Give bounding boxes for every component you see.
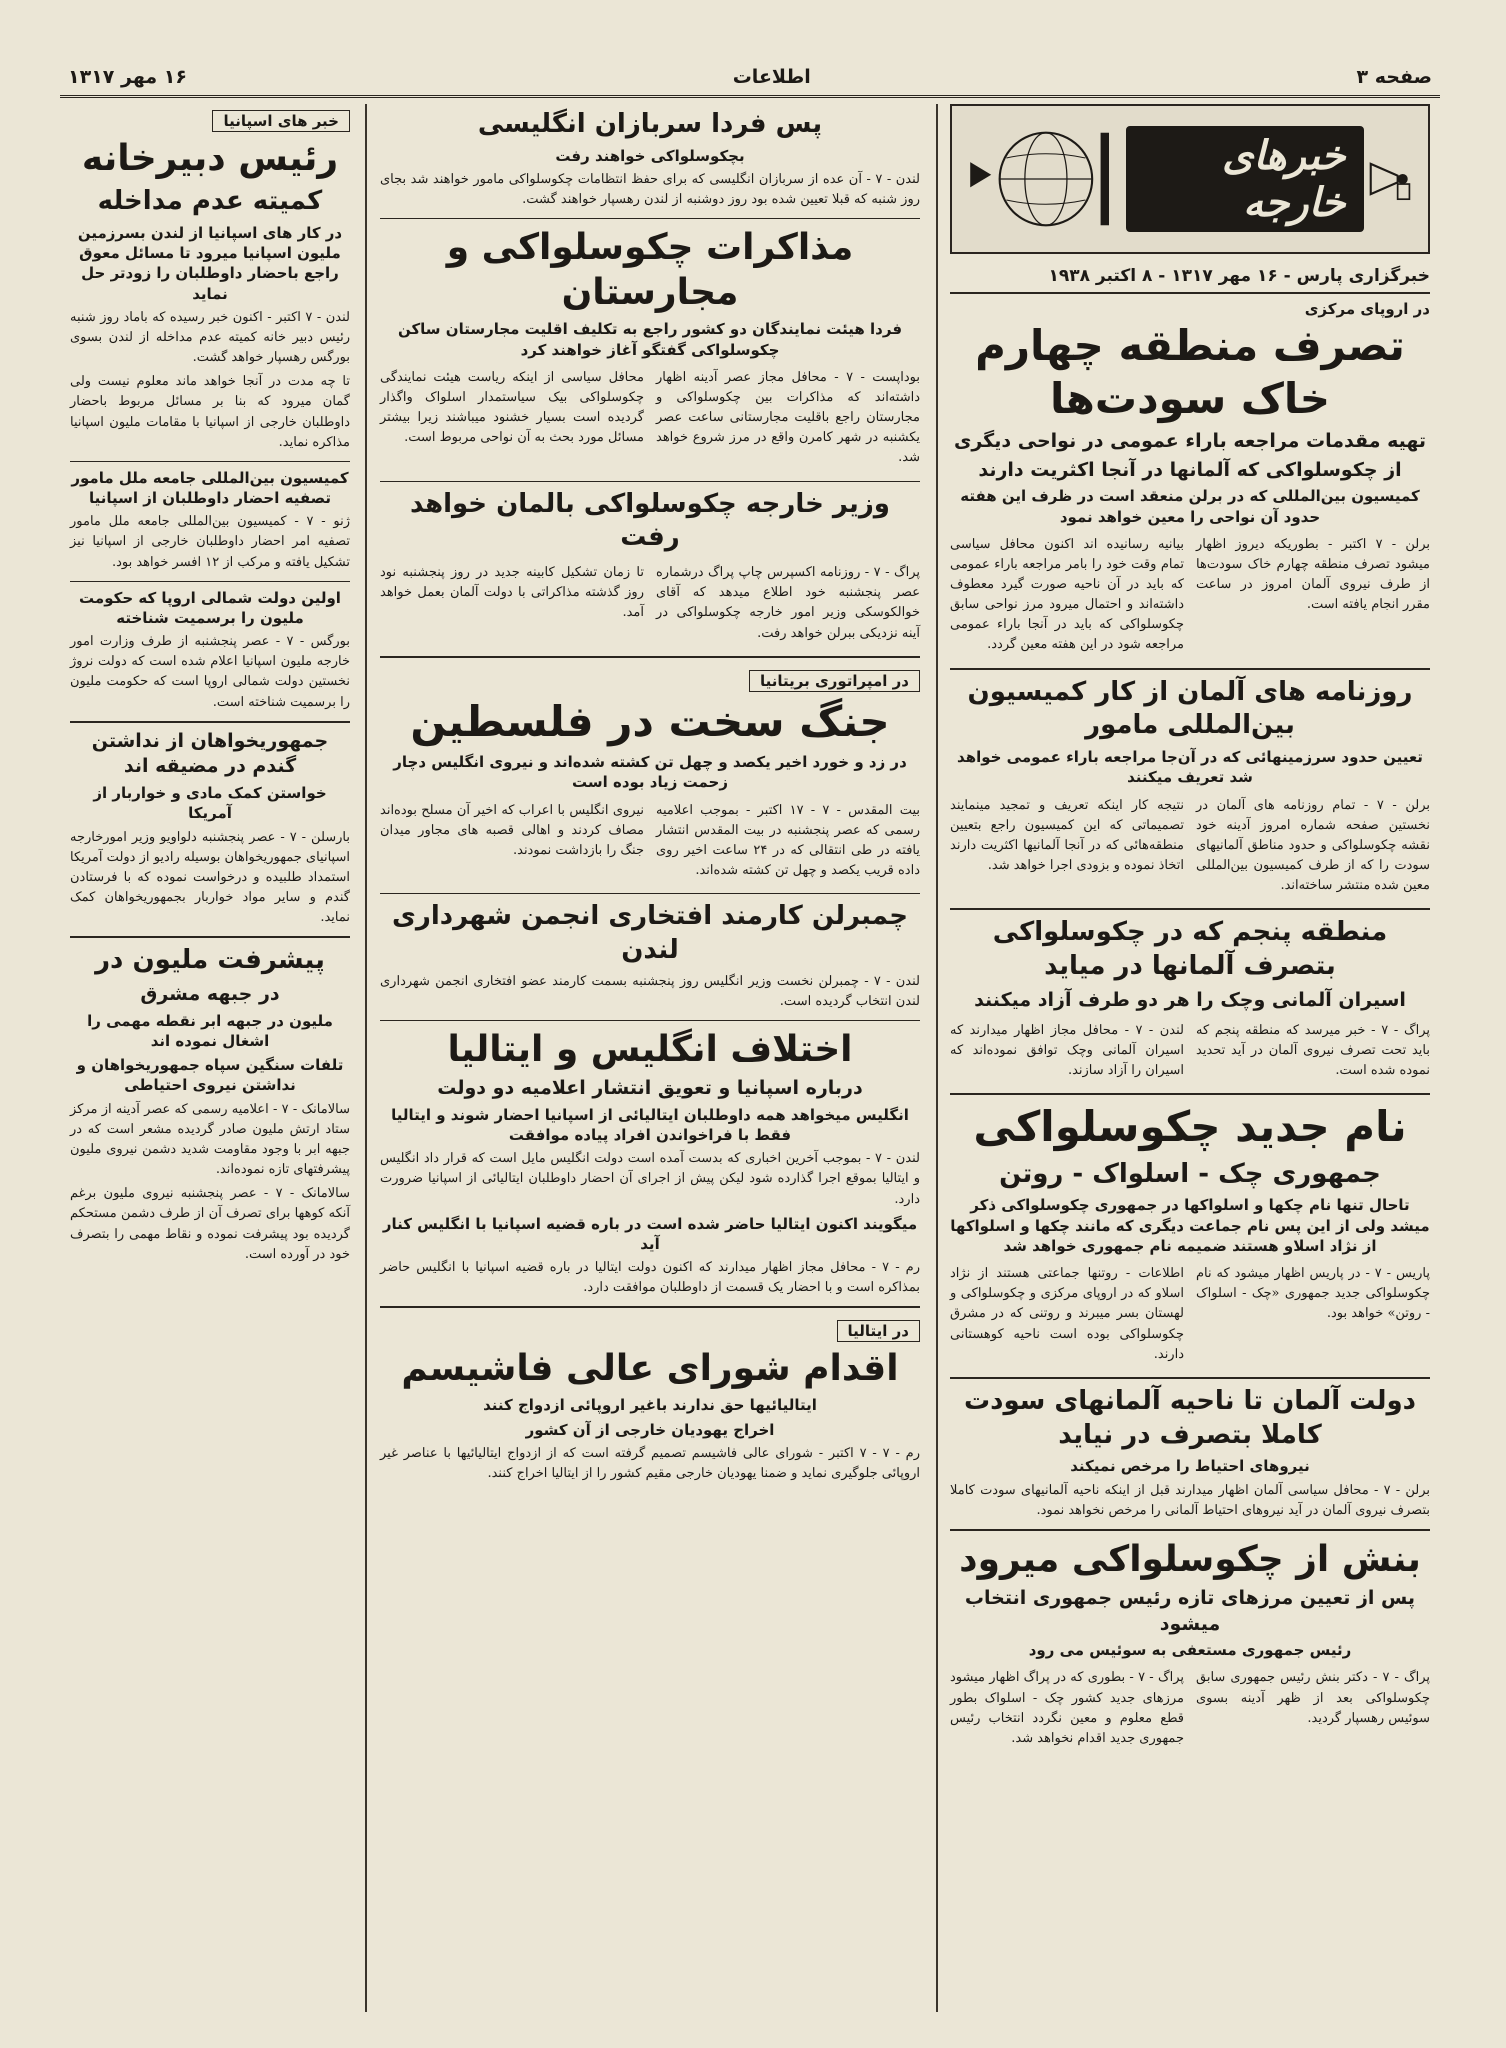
headline-britain-italy: اختلاف انگلیس و ایتالیا bbox=[447, 1029, 853, 1071]
deck: فردا هیئت نمایندگان دو کشور راجع به تکلیف اقلیت مجارستان ساکن چکوسلواکی گفتگو آغاز خواهند کرد bbox=[397, 320, 903, 359]
article-body: پراگ - ۷ - بطوری که در پراگ اظهار میشود مرزهای جدید کشور چک - اسلواک بطور قطع معلوم و معین نگردد انتخاب رئیس جمهوری جدید اقدام نخواهد شد. bbox=[950, 1670, 1184, 1746]
article-body: بوداپست - ۷ - محافل مجاز عصر آدینه اظهار داشته‌اند که مذاکرات بین چکوسلواکی و مجارستان راجع باقلیت مجارستانی ساعت عصر یکشنبه در شهر کامرن واقع در مرز شروع خواهد شد. bbox=[656, 369, 920, 466]
subhead: در جبهه مشرق bbox=[140, 983, 280, 1006]
column-right bbox=[940, 104, 1440, 2012]
headline-chamberlain: چمبرلن کارمند افتخاری انجمن شهرداری لندن bbox=[392, 901, 908, 966]
banner-title: خبرهای خارجه bbox=[1126, 126, 1364, 232]
article-body: پراگ - ۷ - خبر میرسد که منطقه پنجم که باید تحت تصرف نیروی آلمان در آید تحدید نموده شده است. bbox=[1196, 1022, 1430, 1078]
globe-icon bbox=[966, 114, 1126, 244]
column-left bbox=[60, 104, 360, 2012]
headline-foreign-minister: وزیر خارجه چکوسلواکی بالمان خواهد رفت bbox=[410, 488, 890, 553]
deck: بچکوسلواکی خواهند رفت bbox=[555, 146, 745, 165]
article-body: برلن - ۷ اکتبر - بطوریکه دیروز اظهار میشود تصرف منطقه چهارم خاک سودت‌ها از طرف نیروی آلمان امروز در ساعت مقرر انجام یافته است. bbox=[1196, 536, 1430, 613]
subhead: میگویند اکنون ایتالیا حاضر شده است در باره قضیه اسپانیا با انگلیس کنار آید bbox=[382, 1214, 918, 1253]
section-kicker: در امپراتوری بریتانیا bbox=[749, 670, 920, 692]
headline-republicans-wheat: جمهوریخواهان از نداشتن گندم در مضیقه اند bbox=[91, 729, 329, 778]
article-body: لندن - ۷ - بموجب آخرین اخباری که بدست آمده است دولت انگلیس مایل است که قرار داد انگلیس و ایتالیا بموقع اجرا گذارده شود لیکن پیش از اجرای آن احضار داوطلبان ایتالیائی از اسپانیا ضرورت دارد. bbox=[380, 1151, 920, 1207]
headline-german-press: روزنامه های آلمان از کار کمیسیون بین‌المللی مامور bbox=[967, 676, 1413, 741]
article-body: لندن - ۷ - چمبرلن نخست وزیر انگلیس روز پنجشنبه بسمت کارمند عضو افتخاری انجمن شهرداری لندن انتخاب گردیده است. bbox=[380, 973, 920, 1009]
headline-norway-recognition: اولین دولت شمالی اروپا که حکومت ملیون را برسمیت شناخته bbox=[79, 588, 341, 627]
article-body: بارسلن - ۷ - عصر پنجشنبه دلواویو وزیر امورخارجه اسپانیای جمهوریخواهان بوسیله رادیو از دولت آمریکا استمداد طلبیده و درخواست نموده که با فرستادن گندم و سایر مواد خواربار بجمهوریخواهان کمک نماید. bbox=[70, 829, 351, 926]
article-body: لندن - ۷ - آن عده از سربازان انگلیسی که برای حفظ انتظامات چکوسلواکی مامور خواهند شد بجای روز شنبه که قبلا تعیین شده بود روز دوشنبه از لندن رهسپار خواهند گشت. bbox=[380, 172, 920, 208]
article-body: تا زمان تشکیل کابینه جدید در روز پنجشنبه نود روز گذشته مذاکراتی با دولت آلمان بعمل خواهد آمد. bbox=[380, 565, 644, 621]
column-rule bbox=[365, 104, 367, 2012]
headline-fifth-zone: منطقه پنجم که در چکوسلواکی بتصرف آلمانها در میاید bbox=[992, 917, 1388, 982]
deck: در کار های اسپانیا از لندن بسرزمین ملیون اسپانیا میرود تا مسائل معوق راجع باحضار داوطلبان را زودتر حل نماید bbox=[77, 223, 343, 303]
deck: ملیون در جبهه ابر نقطه مهمی را اشغال نموده اند bbox=[87, 1011, 333, 1050]
column-middle bbox=[370, 104, 930, 2012]
article-body: نتیجه کار اینکه تعریف و تمجید مینمایند تصمیماتی که این کمیسیون راجع بتعیین منطقه‌هائی که در آنجا آلمانیها اکثریت دارند اتخاذ نموده و بزودی اجرا خواهد شد. bbox=[950, 797, 1184, 874]
page-number: صفحه ۳ bbox=[1356, 65, 1432, 88]
deck: در زد و خورد اخیر یکصد و چهل تن کشته شده‌اند و نیروی انگلیس دچار زحمت زیاد بوده است bbox=[393, 753, 907, 792]
newspaper-page bbox=[60, 58, 1440, 2018]
article-body: پراگ - ۷ - روزنامه اکسپرس چاپ پراگ درشماره عصر پنجشنبه خود اطلاع میدهد که آقای خوالکوسکی وزیر امور خارجه چکوسلواکی در آینه نزدیکی ببرلن خواهد رفت. bbox=[656, 565, 920, 641]
deck: درباره اسپانیا و تعویق انتشار اعلامیه دو دولت bbox=[437, 1077, 863, 1100]
article-body: برلن - ۷ - تمام روزنامه های آلمان در نخستین صفحه شماره امروز آدینه خود نقشه چکوسلواکی و حدود مناطق آلمانیهای سودت را که از طرف کمیسیون بین‌المللی معین شده منتشر ساخته‌اند. bbox=[1196, 797, 1430, 894]
column-rule bbox=[936, 104, 938, 2012]
article-body: برلن - ۷ - محافل سیاسی آلمان اظهار میدارند قبل از اینکه ناحیه آلمانیهای سودت کاملا بتصرف نیروی آلمان در آید نیروهای احتیاط آلمانی را مرخص نخواهد نمود. bbox=[950, 1482, 1430, 1518]
headline-palestine: جنگ سخت در فلسطین bbox=[410, 696, 890, 746]
issue-date: ۱۶ مهر ۱۳۱۷ bbox=[68, 65, 187, 88]
article-body: لندن - ۷ - محافل مجاز اظهار میدارند که اسیران آلمانی وچک توافق نموده‌اند که اسیران را آزاد سازند. bbox=[950, 1022, 1185, 1078]
deck: خواستن کمک مادی و خواربار از آمریکا bbox=[93, 784, 327, 823]
deck: تلفات سنگین سپاه جمهوریخواهان و نداشتن نیروی احتیاطی bbox=[76, 1056, 344, 1095]
deck: نیروهای احتیاط را مرخص نمیکند bbox=[1070, 1457, 1310, 1476]
article-body: رم - ۷ - محافل مجاز اظهار میدارند که اکنون دولت ایتالیا در باره قضیه اسپانیا با انگلیس حاضر بمذاکره است و با احضار یک قسمت از داوطلبان موافقت دارد. bbox=[380, 1260, 921, 1296]
deck: پس از تعیین مرزهای تازه رئیس جمهوری انتخاب میشود bbox=[964, 1586, 1416, 1635]
article-body: سالامانک - ۷ - عصر پنجشنبه نیروی ملیون برغم آنکه کوهها برای تصرف آن از طرف دشمن مستحکم گردیده بود پیشرفت نموده و نقاط مهمی را بتصرف خود در آورده است. bbox=[70, 1186, 350, 1262]
headline-czech-hungary-talks: مذاکرات چکوسلواکی و مجارستان bbox=[446, 227, 854, 314]
masthead bbox=[60, 58, 1440, 98]
foreign-news-banner bbox=[950, 104, 1430, 254]
article-body: ژنو - ۷ - کمیسیون بین‌المللی جامعه ملل مامور تصفیه امر احضار داوطلبان خارجی از اسپانیا نیز تشکیل یافته و مرکب از ۱۲ افسر خواهد بود. bbox=[70, 514, 350, 570]
headline-british-soldiers: پس فردا سربازان انگلیسی bbox=[477, 109, 823, 139]
section-kicker: خبر های اسپانیا bbox=[212, 110, 350, 132]
subhead: کمیته عدم مداخله bbox=[97, 186, 323, 216]
deck: اخراج یهودیان خارجی از آن کشور bbox=[525, 1420, 775, 1439]
headline-new-name: نام جدید چکوسلواکی bbox=[973, 1102, 1407, 1152]
article-body: محافل سیاسی از اینکه ریاست هیئت نمایندگی چکوسلواکی بیک سیاستمدار اسلواک واگذار گردیده است بسیار خشنود میباشند زیرا بیشتر مسائل مورد بحث به آن نواحی مربوط است. bbox=[380, 369, 644, 446]
deck: اسیران آلمانی وچک را هر دو طرف آزاد میکنند bbox=[974, 989, 1406, 1012]
deck: تاحال تنها نام چکها و اسلواکها در جمهوری چکوسلواکی ذکر میشد ولی از این پس نام جماعت دیگری که مانند چکها و اسلواکها از نژاد اسلاو هستند ضمیمه نام جمهوری خواهد شد bbox=[950, 1196, 1430, 1255]
article-body: پاریس - ۷ - در پاریس اظهار میشود که نام چکوسلواکی جدید جمهوری «چک - اسلواک - روتن» خواهد بود. bbox=[1196, 1266, 1430, 1322]
headline-fascist-council: اقدام شورای عالی فاشیسم bbox=[401, 1348, 899, 1390]
section-kicker: در اروپای مرکزی bbox=[1304, 300, 1430, 318]
headline-sudeten-zone: تصرف منطقه چهارم خاک سودت‌ها bbox=[975, 321, 1405, 423]
deck: ایتالیائیها حق ندارند باغیر اروپائی ازدواج کنند bbox=[483, 1396, 817, 1415]
headline-league-commission: کمیسیون بین‌المللی جامعه ملل مامور تصفیه احضار داوطلبان از اسپانیا bbox=[71, 468, 349, 508]
agency-dateline: خبرگزاری پارس - ۱۶ مهر ۱۳۱۷ - ۸ اکتبر ۱۹۳۸ bbox=[950, 262, 1430, 294]
deck: انگلیس میخواهد همه داوطلبان ایتالیائی از اسپانیا احضار شوند و ایتالیا فقط با فراخواندن افراد پیاده موافقت bbox=[391, 1105, 909, 1145]
headline-nationalist-advance: پیشرفت ملیون در bbox=[95, 945, 325, 976]
deck: از چکوسلواکی که آلمانها در آنجا اکثریت دارند bbox=[978, 458, 1402, 481]
deck: جمهوری چک - اسلواک - روتن bbox=[999, 1158, 1381, 1189]
article-body: بورگس - ۷ - عصر پنجشنبه از طرف وزارت امور خارجه ملیون اسپانیا اعلام شده است که دولت نروژ نخستین دولت شمالی اروپا است که حکومت ملیون را برسمیت شناخته است. bbox=[70, 634, 350, 710]
headline-benes-leaves: بنش از چکوسلواکی میرود bbox=[959, 1538, 1421, 1580]
article-body: رم - ۷ - ۷ اکتبر - شورای عالی فاشیسم تصمیم گرفته است که از ازدواج ایتالیائیها با عناصر غیر اروپائی جلوگیری نماید و ضمنا یهودیان خارجی مقیم کشور را از ایتالیا اخراج کنند. bbox=[380, 1445, 921, 1482]
headline-secretariat-head: رئیس دبیرخانه bbox=[81, 138, 339, 179]
paper-name: اطلاعات bbox=[732, 65, 811, 88]
article-body: سالامانک - ۷ - اعلامیه رسمی که عصر آدینه از مرکز ستاد ارتش ملیون صادر گردیده مشعر است که در جبهه ابر با وجود مقاومت شدید دشمن نیروی ملیون پیشرفتهای تازه نموده‌اند. bbox=[70, 1101, 350, 1178]
article-body: اطلاعات - روتنها جماعتی هستند از نژاد اسلاو که در اروپای مرکزی و چکوسلواکی و لهستان بسر میبرند و روتنی که در مشرق چکوسلواکی بوده است ناحیه کوهستانی دارند. bbox=[950, 1266, 1184, 1362]
article-body: تا چه مدت در آنجا خواهد ماند معلوم نیست ولی گمان میرود که بنا بر مسائل مربوط باحضار داوطلبان خارجی از اسپانیا با مقامات ملیون اسپانیا مذاکره نماید. bbox=[70, 374, 350, 450]
article-body: بیانیه رسانیده اند اکنون محافل سیاسی تمام وقت خود را بامر مراجعه باراء عمومی که باید در آن ناحیه صورت گیرد معطوف داشته‌اند و احتمال میرود مرز نواحی سابق چکوسلواکی که باید در آنجا باراء عمومی مراجعه شود در این هفته معین گردد. bbox=[950, 536, 1184, 653]
gramophone-icon bbox=[1364, 149, 1414, 209]
article-body: پراگ - ۷ - دکتر بنش رئیس جمهوری سابق چکوسلواکی بعد از ظهر آدینه بسوی سوئیس رهسپار گردید. bbox=[1196, 1670, 1430, 1726]
article-body: نیروی انگلیس با اعراب که اخیر آن مسلح بوده‌اند مصاف کردند و اهالی قصبه های مجاور میدان جنگ را بازداشت نمودند. bbox=[380, 802, 644, 858]
deck: کمیسیون بین‌المللی که در برلن منعقد است در ظرف این هفته حدود آن نواحی را معین خواهد نمود bbox=[960, 487, 1420, 526]
headline-reserves: دولت آلمان تا ناحیه آلمانهای سودت کاملا بتصرف در نیاید bbox=[963, 1385, 1416, 1450]
article-body: لندن - ۷ اکتبر - اکنون خبر رسیده که باماد روز شنبه رئیس دبیر خانه کمیته عدم مداخله از لندن بسوی بورگس رهسپار خواهد گشت. bbox=[70, 309, 350, 366]
section-kicker: در ایتالیا bbox=[837, 1320, 920, 1342]
article-body: بیت المقدس - ۷ - ۱۷ اکتبر - بموجب اعلامیه رسمی که عصر پنجشنبه در بیت المقدس انتشار یافته در طی انتقالی که در ۲۴ ساعت اخیر روی داده قریب یکصد و چهل تن کشته شده‌اند. bbox=[656, 802, 920, 879]
deck: رئیس جمهوری مستعفی به سوئیس می رود bbox=[1028, 1641, 1352, 1660]
deck: تهیه مقدمات مراجعه باراء عمومی در نواحی دیگری bbox=[953, 430, 1427, 452]
deck: تعیین حدود سرزمینهائی که در آن‌جا مراجعه باراء عمومی خواهد شد تعریف میکنند bbox=[957, 748, 1423, 787]
